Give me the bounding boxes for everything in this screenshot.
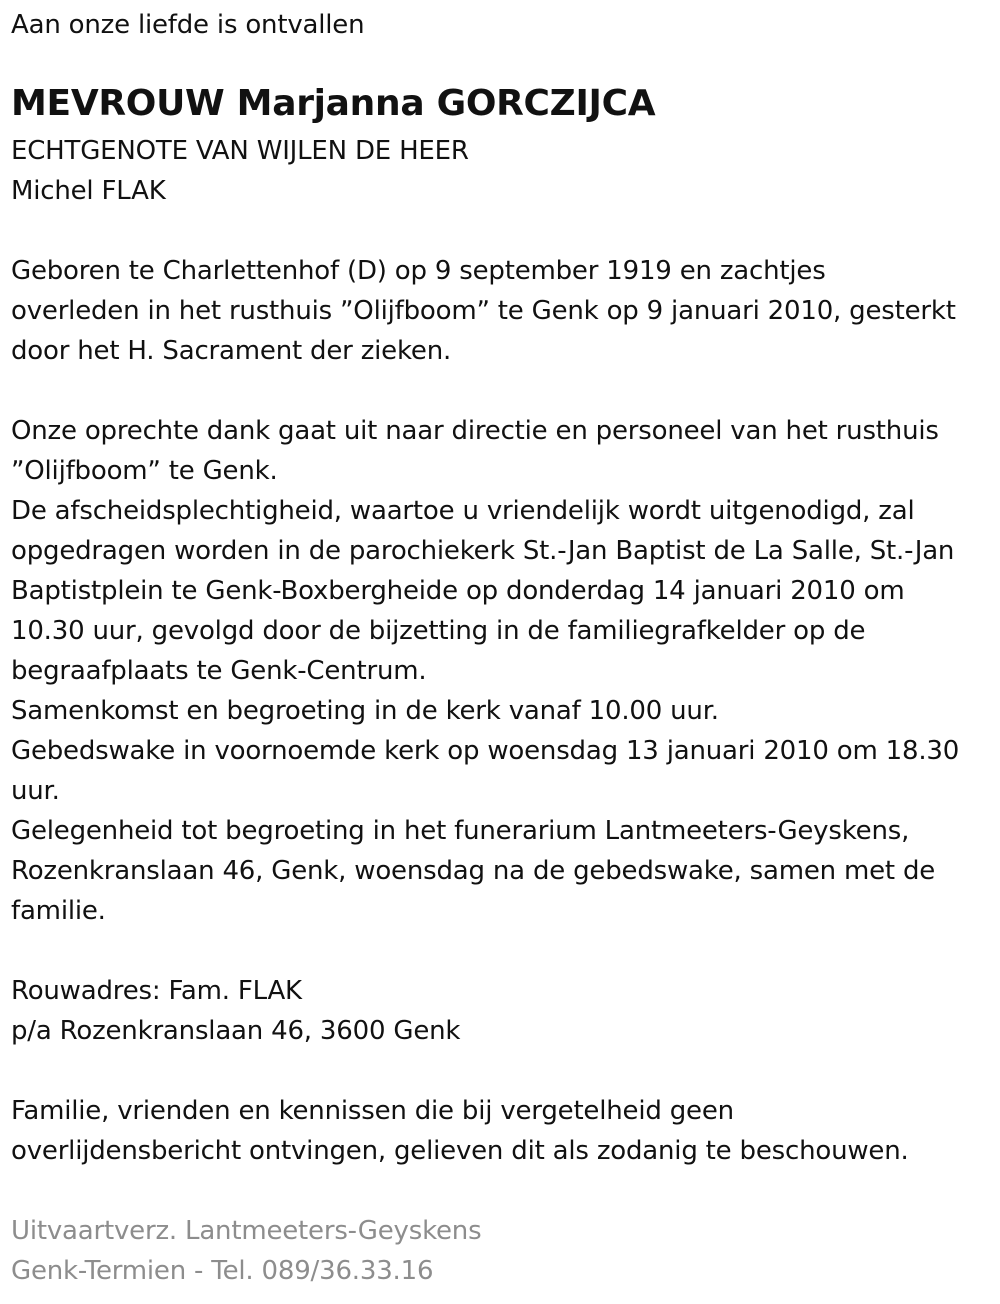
gathering-text: Samenkomst en begroeting in de kerk vanaf 10.00 uur. (11, 696, 719, 726)
paragraph-line: Baptistplein te Genk-Boxbergheide op donderdag 14 januari 2010 om (11, 576, 905, 606)
paragraph-line: 10.30 uur, gevolgd door de bijzetting in de familiegrafkelder op de (11, 616, 866, 646)
paragraph-line: Geboren te Charlettenhof (D) op 9 september 1919 en zachtjes (11, 256, 826, 286)
funeral-home-name: Uitvaartverz. Lantmeeters-Geyskens (11, 1216, 482, 1246)
mourning-address (11, 971, 991, 1051)
paragraph-line: overleden in het rusthuis ˮOlijfboomˮ te Genk op 9 januari 2010, gesterkt (11, 296, 956, 326)
paragraph-line: De afscheidsplechtigheid, waartoe u vriendelijk wordt uitgenodigd, zal (11, 496, 915, 526)
funeral-home-footer (11, 1211, 991, 1291)
address-line: Rouwadres: Fam. FLAK (11, 976, 302, 1006)
paragraph-line: Familie, vrienden en kennissen die bij vergetelheid geen (11, 1096, 734, 1126)
paragraph-line: Onze oprechte dank gaat uit naar directie en personeel van het rusthuis (11, 416, 939, 446)
address-line: p/a Rozenkranslaan 46, 3600 Genk (11, 1016, 461, 1046)
paragraph-line: ˮOlijfboomˮ te Genk. (11, 456, 278, 486)
intro-text: Aan onze liefde is ontvallen (11, 10, 365, 40)
vigil-paragraph (11, 731, 991, 811)
paragraph-line: Gebedswake in voornoemde kerk op woensdag 13 januari 2010 om 18.30 (11, 736, 960, 766)
birth-death-paragraph (11, 251, 991, 371)
spouse-name: Michel FLAK (11, 176, 166, 206)
ceremony-paragraph (11, 491, 991, 691)
paragraph-line: begraafplaats te Genk-Centrum. (11, 656, 427, 686)
paragraph-line: uur. (11, 776, 60, 806)
spacer (11, 1171, 991, 1211)
spacer (11, 211, 991, 251)
deceased-name: MEVROUW Marjanna GORCZIJCA (11, 83, 656, 124)
paragraph-line: opgedragen worden in de parochiekerk St.-Jan Baptist de La Salle, St.-Jan (11, 536, 955, 566)
paragraph-line: overlijdensbericht ontvingen, gelieven dit als zodanig te beschouwen. (11, 1136, 909, 1166)
paragraph-line: Gelegenheid tot begroeting in het funerarium Lantmeeters-Geyskens, (11, 816, 910, 846)
paragraph-line: familie. (11, 896, 106, 926)
closing-paragraph (11, 1091, 991, 1171)
relation-text: ECHTGENOTE VAN WIJLEN DE HEER (11, 136, 469, 166)
paragraph-line: door het H. Sacrament der zieken. (11, 336, 452, 366)
spacer (11, 1051, 991, 1091)
death-notice (11, 5, 991, 1291)
condolences-paragraph (11, 811, 991, 931)
paragraph-line: Rozenkranslaan 46, Genk, woensdag na de gebedswake, samen met de (11, 856, 936, 886)
spacer (11, 931, 991, 971)
thanks-paragraph (11, 411, 991, 491)
funeral-home-contact: Genk-Termien - Tel. 089/36.33.16 (11, 1256, 434, 1286)
spacer (11, 371, 991, 411)
